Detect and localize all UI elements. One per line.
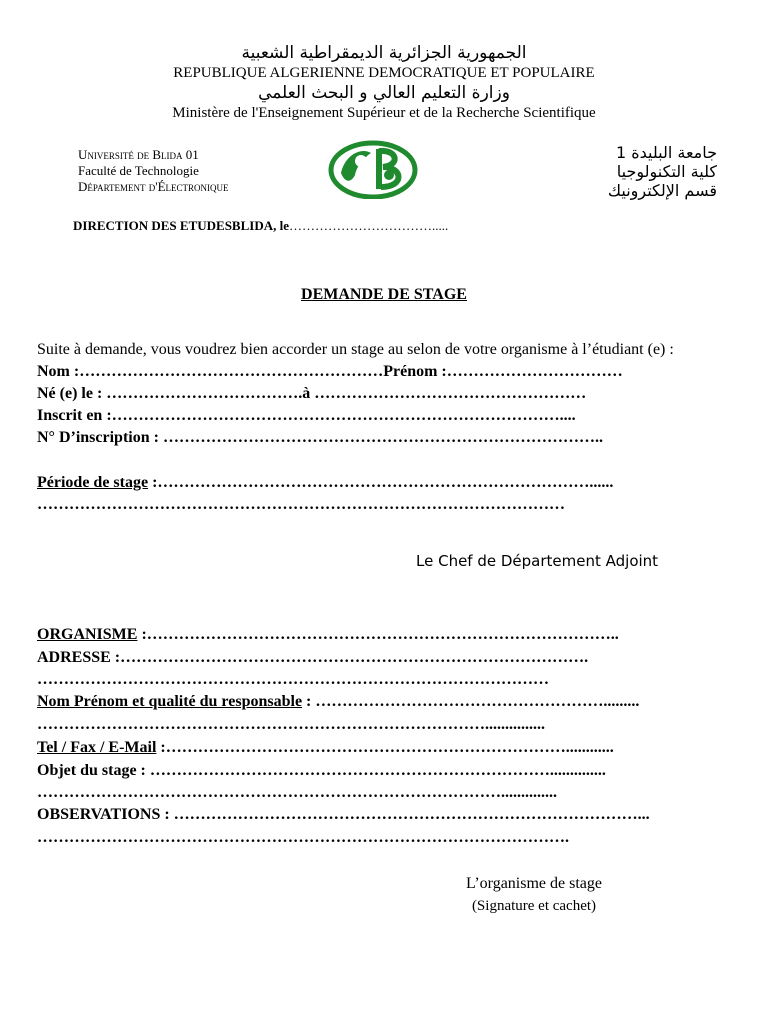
contact-field: :…………………………………………………………………............ xyxy=(156,739,614,756)
inscrit-field: ………………………………………………………………………….... xyxy=(111,407,576,424)
organisme-signature-note: (Signature et cachet) xyxy=(471,898,597,914)
num-inscription-field: ……………………………………………………………………….. xyxy=(162,429,603,446)
num-inscription-row xyxy=(37,427,603,449)
chef-departement-signature: Le Chef de Département Adjoint xyxy=(416,552,659,570)
nom-prenom-row xyxy=(37,361,623,383)
department-name: Département d'Électronique xyxy=(78,179,229,194)
contact-label: Tel / Fax / E-Mail xyxy=(37,739,157,756)
direction-label: DIRECTION DES ETUDESBLIDA, le xyxy=(73,218,289,233)
institution-arabic-block xyxy=(608,143,717,200)
adresse-field-line2: …………………………………………………………………………………… xyxy=(37,671,549,688)
department-name-arabic: قسم الإلكترونيك xyxy=(607,181,717,200)
contact-row xyxy=(37,737,614,759)
header-french-ministry: Ministère de l'Enseignement Supérieur et de la Recherche Scientifique xyxy=(172,105,596,121)
intro-text: Suite à demande, vous voudrez bien accorder un stage au selon de votre organisme à l’étudiant (e) : xyxy=(37,341,674,358)
organisme-signature-block xyxy=(456,872,612,918)
nom-label: Nom : xyxy=(37,363,80,380)
observations-field-line2: ………………………………………………………………………………………. xyxy=(37,829,569,846)
inscrit-label: Inscrit en : xyxy=(37,407,112,424)
responsable-label: Nom Prénom et qualité du responsable xyxy=(37,693,303,710)
objet-label: Objet du stage : xyxy=(37,762,150,779)
institution-french-block xyxy=(78,147,229,195)
objet-field-line2: …………………………………………………………………………….............. xyxy=(37,784,557,801)
responsable-row xyxy=(37,691,639,713)
a-field: …………………………………………… xyxy=(314,385,587,402)
header-french-republic: REPUBLIQUE ALGERIENNE DEMOCRATIQUE ET POPULAIRE xyxy=(173,65,595,81)
observations-label: OBSERVATIONS : xyxy=(37,806,174,823)
organisme-row xyxy=(37,624,619,646)
periode-label: Période de stage xyxy=(37,474,149,491)
prenom-field: …………………………… xyxy=(446,363,623,380)
header-arabic-republic: الجمهورية الجزائرية الديمقراطية الشعبية xyxy=(241,43,527,63)
objet-row xyxy=(37,760,606,782)
adresse-row xyxy=(37,647,588,669)
inscrit-row xyxy=(37,405,576,427)
nom-field: ………………………………………………… xyxy=(79,363,384,380)
periode-row xyxy=(37,472,613,494)
header-arabic-ministry: وزارة التعليم العالي و البحث العلمي xyxy=(258,83,510,103)
num-inscription-label: N° D’inscription : xyxy=(37,429,163,446)
faculty-name-arabic: كلية التكنولوجيا xyxy=(616,162,717,181)
direction-date-field: ……………………………..... xyxy=(289,218,449,233)
ne-label: Né (e) le : xyxy=(37,385,107,402)
objet-field: ………………………………………………………………….............. xyxy=(149,762,606,779)
ne-field: ………………………………. xyxy=(106,385,303,402)
periode-field: :………………………………………………………………………...... xyxy=(148,474,614,491)
direction-line xyxy=(73,218,448,234)
faculty-name: Faculté de Technologie xyxy=(78,163,199,178)
form-title: DEMANDE DE STAGE xyxy=(301,286,467,303)
responsable-field-line2: …………………………………………………………………………............... xyxy=(37,716,545,733)
organisme-signature-title: L’organisme de stage xyxy=(466,875,602,892)
prenom-label: Prénom : xyxy=(383,363,447,380)
organisme-field: :…………………………………………………………………………….. xyxy=(137,626,619,643)
adresse-label: ADRESSE : xyxy=(37,649,121,666)
naissance-row xyxy=(37,383,586,405)
a-label: à xyxy=(302,385,315,402)
periode-field-line2: ……………………………………………………………………………………… xyxy=(37,496,565,513)
organisme-label: ORGANISME xyxy=(37,626,138,643)
university-name-arabic: جامعة البليدة 1 xyxy=(615,143,717,162)
university-logo-icon xyxy=(327,139,419,199)
responsable-field: : ………………………………………………......... xyxy=(302,693,640,710)
observations-field: ……………………………………………………………………………... xyxy=(173,806,650,823)
observations-row xyxy=(37,804,650,826)
university-name: Université de Blida 01 xyxy=(78,147,199,162)
adresse-field: ……………………………………………………………………………. xyxy=(120,649,589,666)
